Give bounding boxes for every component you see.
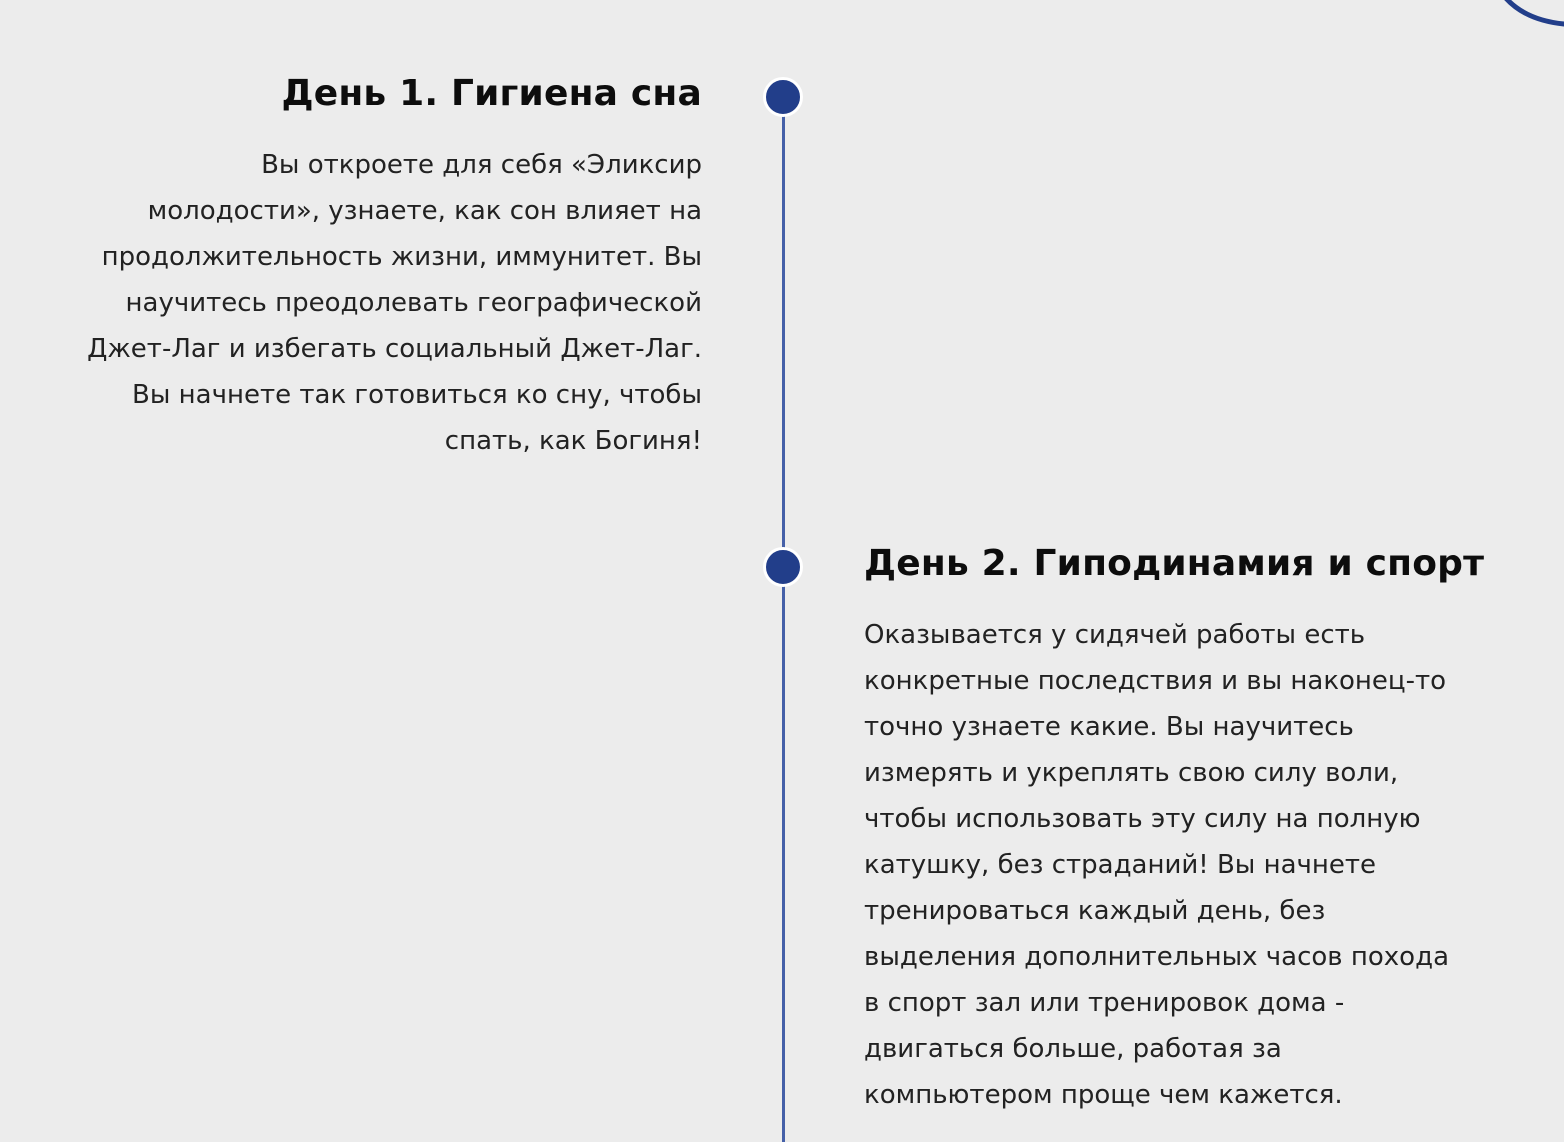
description-line: измерять и укреплять свою силу воли,	[864, 758, 1399, 788]
description-line: конкретные последствия и вы наконец-то	[864, 666, 1447, 696]
description-line: чтобы использовать эту силу на полную	[864, 804, 1421, 834]
description-line: молодости», узнаете, как сон влияет на	[147, 196, 702, 226]
entry-title-day-2: День 2. Гиподинамия и спорт	[864, 543, 1485, 584]
timeline-dot-day-1	[763, 77, 803, 117]
timeline-dot-day-2	[763, 547, 803, 587]
description-line: компьютером проще чем кажется.	[864, 1080, 1343, 1110]
description-line: продолжительность жизни, иммунитет. Вы	[101, 242, 702, 272]
entry-title-day-1: День 1. Гигиена сна	[281, 73, 702, 114]
description-line: Оказывается у сидячей работы есть	[864, 620, 1366, 650]
description-line: Джет-Лаг и избегать социальный Джет-Лаг.	[87, 334, 702, 364]
description-line: тренироваться каждый день, без	[864, 896, 1326, 926]
description-line: точно узнаете какие. Вы научитесь	[864, 712, 1354, 742]
entry-description-day-1	[12, 142, 702, 464]
description-line: катушку, без страданий! Вы начнете	[864, 850, 1377, 880]
timeline-line	[782, 100, 785, 1142]
description-line: в спорт зал или тренировок дома -	[864, 988, 1345, 1018]
description-line: выделения дополнительных часов похода	[864, 942, 1449, 972]
description-line: двигаться больше, работая за	[864, 1034, 1282, 1064]
entry-description-day-2	[864, 612, 1534, 1118]
description-line: Вы начнете так готовиться ко сну, чтобы	[132, 380, 702, 410]
description-line: научитесь преодолевать географической	[125, 288, 702, 318]
timeline-entry-day-2	[864, 538, 1544, 1118]
timeline-entry-day-1	[12, 68, 702, 464]
description-line: Вы откроете для себя «Эликсир	[261, 150, 702, 180]
description-line: спать, как Богиня!	[444, 426, 702, 456]
corner-decoration-icon	[1484, 0, 1564, 40]
